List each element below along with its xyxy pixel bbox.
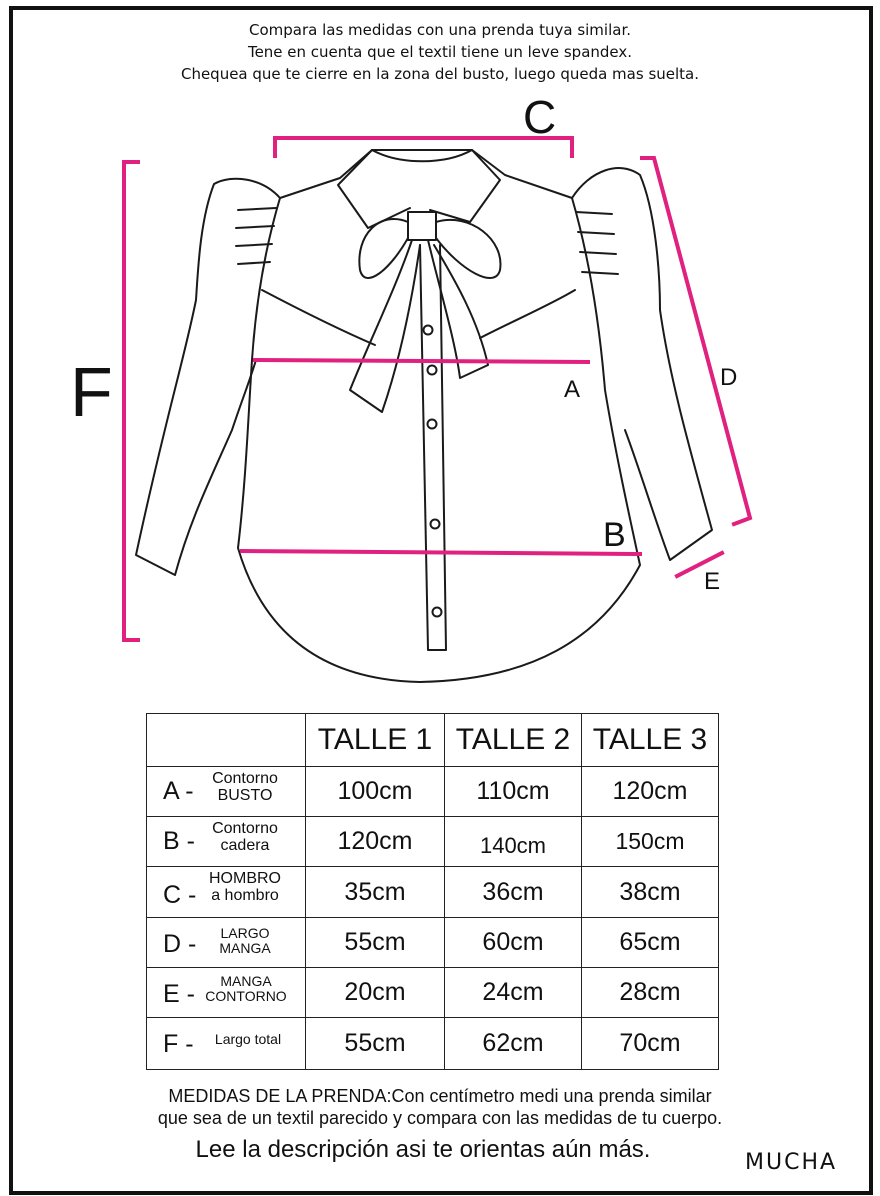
table-cell: 150cm (582, 817, 719, 867)
label-b: B (603, 516, 626, 554)
desc-line: HOMBRO (209, 870, 281, 887)
left-sleeve-outline (136, 179, 280, 575)
collar-left (338, 150, 410, 228)
bow-loop (436, 220, 500, 278)
yoke-line (480, 290, 575, 338)
intro-line: Tene en cuenta que el textil tiene un leve spandex. (247, 43, 633, 61)
desc-line: Contorno (212, 820, 278, 837)
row-description (203, 926, 287, 955)
collar-band (372, 150, 472, 161)
footer-line: que sea de un textil parecido y compara con las medidas de tu cuerpo. (157, 1108, 723, 1128)
table-cell: 55cm (306, 1018, 445, 1070)
measure-line-f (124, 162, 138, 640)
intro-line: Chequea que te cierre en la zona del busto, luego queda mas suelta. (180, 65, 700, 83)
row-description (197, 974, 295, 1003)
table-cell: 140cm (445, 817, 582, 867)
row-letter: D - (163, 930, 197, 958)
intro-line: Compara las medidas con una prenda tuya similar. (248, 21, 632, 39)
table-row (147, 918, 719, 968)
row-description (203, 1032, 293, 1047)
button-icon (428, 420, 437, 429)
desc-line: CONTORNO (205, 987, 287, 1004)
table-cell: 35cm (306, 867, 445, 918)
table-cell: 110cm (445, 767, 582, 817)
footer-line: MEDIDAS DE LA PRENDA:Con centímetro medi una prenda similar (168, 1086, 712, 1106)
desc-line: MANGA (220, 973, 272, 989)
empty-corner (147, 714, 306, 767)
row-description (205, 771, 285, 805)
table-cell: 62cm (445, 1018, 582, 1070)
footer-note (0, 1085, 880, 1129)
row-letter: E - (163, 980, 195, 1008)
table-cell: 24cm (445, 968, 582, 1018)
row-label (147, 918, 306, 968)
desc-line: cadera (220, 836, 270, 854)
row-letter: F - (163, 1030, 194, 1058)
table-row (147, 767, 719, 817)
button-icon (433, 608, 442, 617)
row-label (147, 767, 306, 817)
label-a: A (564, 376, 581, 403)
table-row (147, 817, 719, 867)
table-cell: 60cm (445, 918, 582, 968)
placket (420, 245, 446, 650)
yoke-line (262, 290, 375, 345)
desc-line: a hombro (211, 886, 279, 904)
table-cell: 100cm (306, 767, 445, 817)
label-c: C (523, 91, 557, 143)
row-letter: A - (163, 777, 194, 805)
measure-line-a (255, 360, 588, 362)
desc-line: MANGA (219, 939, 271, 956)
table-row (147, 968, 719, 1018)
column-header: TALLE 2 (445, 714, 582, 767)
table-cell: 65cm (582, 918, 719, 968)
right-sleeve-outline (572, 168, 712, 560)
measure-line-b (242, 551, 640, 554)
row-label (147, 1018, 306, 1070)
table-cell: 120cm (306, 817, 445, 867)
footer-tagline: Lee la descripción asi te orientas aún más. (195, 1136, 651, 1163)
row-label (147, 817, 306, 867)
shirt-body-outline (238, 150, 640, 682)
size-table (146, 713, 719, 1070)
row-description (203, 821, 287, 855)
label-f: F (70, 353, 113, 431)
table-cell: 70cm (582, 1018, 719, 1070)
desc-line: LARGO (220, 925, 270, 941)
desc-line: Contorno (212, 770, 278, 787)
column-header: TALLE 3 (582, 714, 719, 767)
row-description (197, 871, 293, 905)
label-d: D (720, 364, 738, 391)
table-cell: 120cm (582, 767, 719, 817)
table-cell: 28cm (582, 968, 719, 1018)
button-icon (424, 326, 433, 335)
label-e: E (704, 568, 721, 595)
button-icon (428, 366, 437, 375)
table-cell: 55cm (306, 918, 445, 968)
button-icon (431, 520, 440, 529)
row-label (147, 867, 306, 918)
table-cell: 36cm (445, 867, 582, 918)
column-header: TALLE 1 (306, 714, 445, 767)
desc-line: Largo total (214, 1031, 282, 1047)
table-row (147, 1018, 719, 1070)
table-header-row (147, 714, 719, 767)
table-cell: 20cm (306, 968, 445, 1018)
row-letter: C - (163, 881, 197, 909)
bow-knot (408, 212, 436, 240)
row-label (147, 968, 306, 1018)
brand-name: MUCHA (745, 1150, 838, 1175)
table-row (147, 867, 719, 918)
table-cell: 38cm (582, 867, 719, 918)
row-letter: B - (163, 827, 195, 855)
sleeve-gather (576, 212, 618, 274)
desc-line: BUSTO (217, 786, 273, 804)
